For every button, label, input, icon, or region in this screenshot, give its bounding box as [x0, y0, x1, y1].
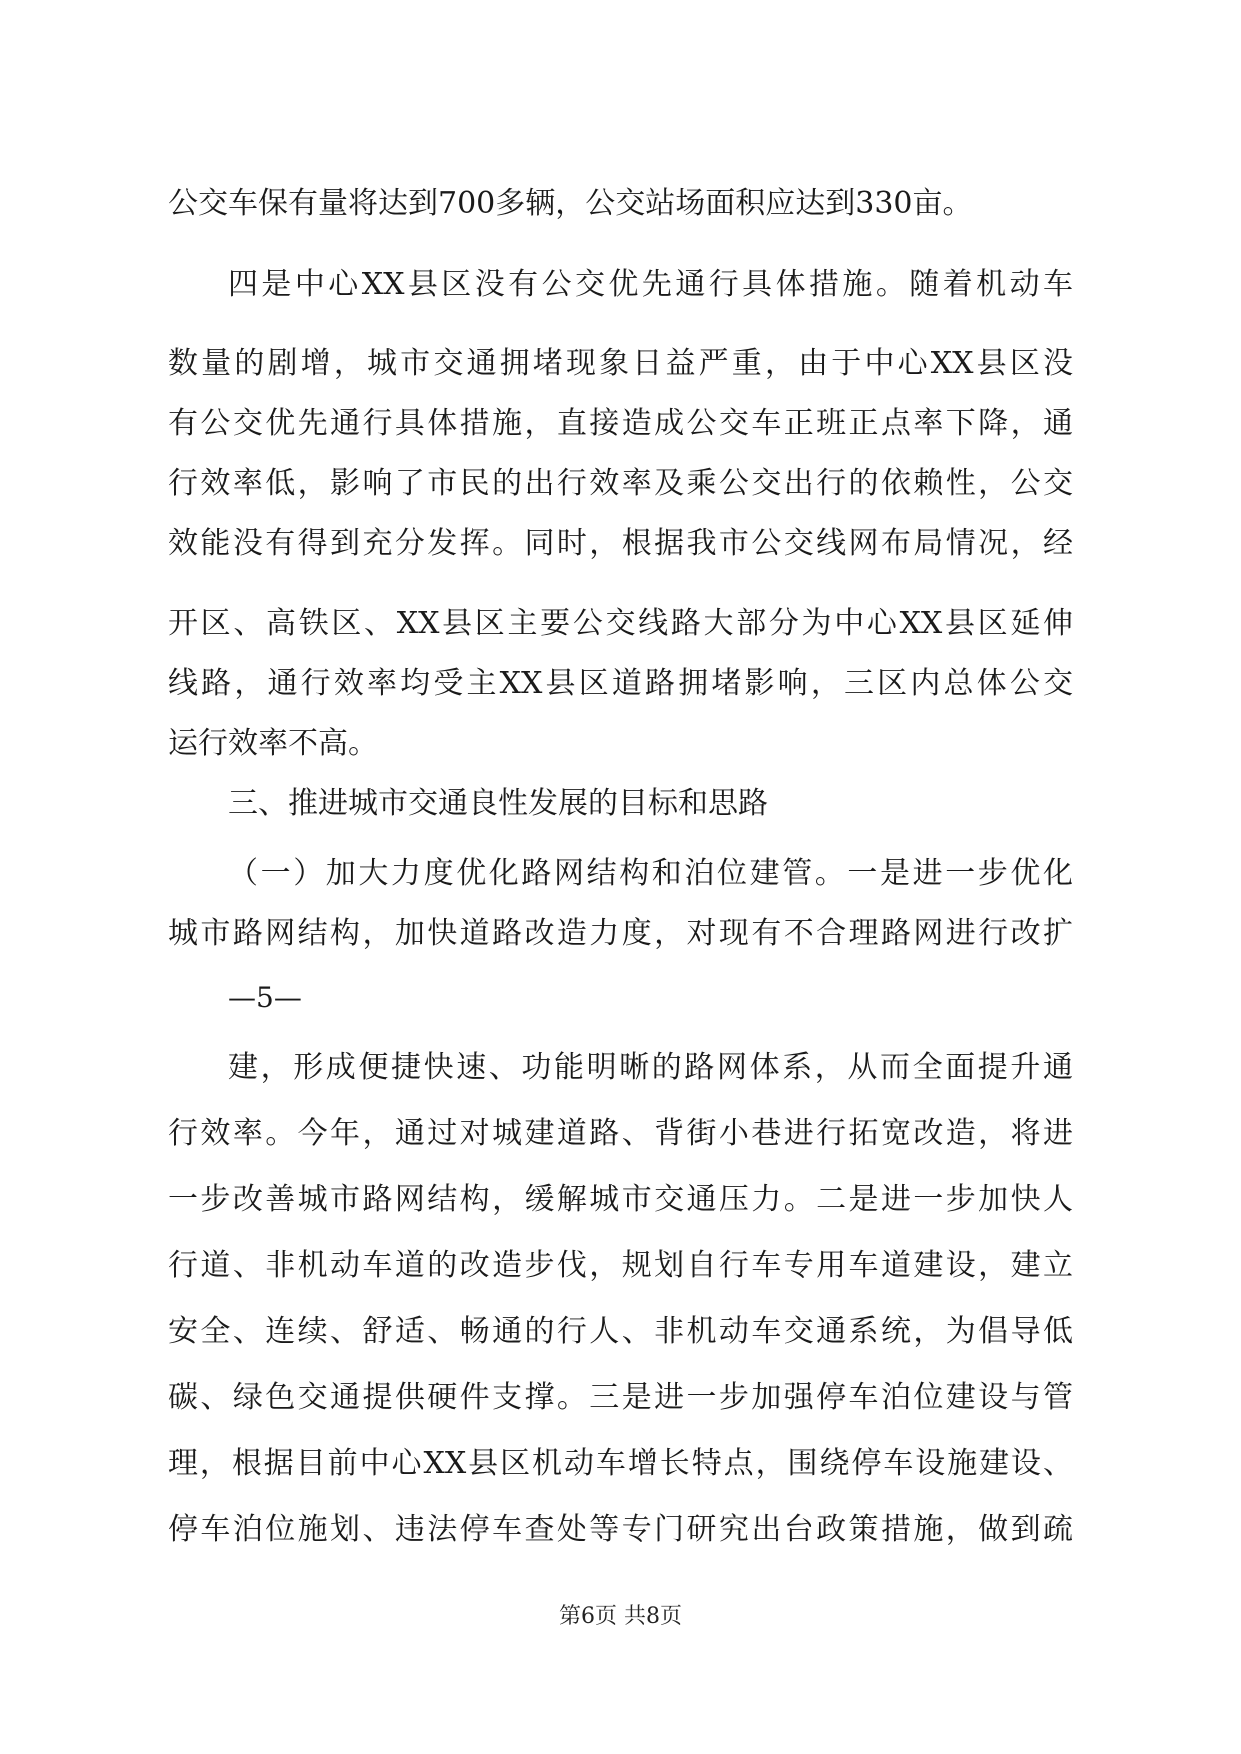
inner-page-number: —5—: [228, 981, 302, 1014]
page-footer: 第6页 共8页: [559, 1604, 682, 1629]
document-page: 公交车保有量将达到700多辆，公交站场面积应达到330亩。 四是中心XX县区没有公交优先通行具体措施。随着机动车 数量的剧增，城市交通拥堵现象日益严重，由于中心XX县区没 有公交优先通行具体措施，直接造成公交车正班正点率下降，通 行效率低，影响了市民的出行效率及乘公交出行的依赖性，公交 效能没有得到充分发挥。同时，根据我市公交线网布局情况，经 开区、高铁区、XX县区主要公交线路大部分为中心XX县区延伸 线路，通行效率均受主XX县区道路拥堵影响，三区内总体公交 运行效率不高。 三、推进城市交通良性发展的目标和思路 （一）加大力度优化路网结构和泊位建管。一是进一步优化 城市路网结构，加快道路改造力度，对现有不合理路网进行改扩 —5— 建，形成便捷快速、功能明晰的路网体系，从而全面提升通 行效率。今年，通过对城建道路、背街小巷进行拓宽改造，将进 一步改善城市路网结构，缓解城市交通压力。二是进一步加快人 行道、非机动车道的改造步伐，规划自行车专用车道建设，建立 安全、连续、舒适、畅通的行人、非机动车交通系统，为倡导低 碳、绿色交通提供硬件支撑。三是进一步加强停车泊位建设与管 理，根据目前中心XX县区机动车增长特点，围绕停车设施建设、 停车泊位施划、违法停车查处等专门研究出台政策措施，做到疏 第6页 共8页: [0, 0, 1241, 1754]
